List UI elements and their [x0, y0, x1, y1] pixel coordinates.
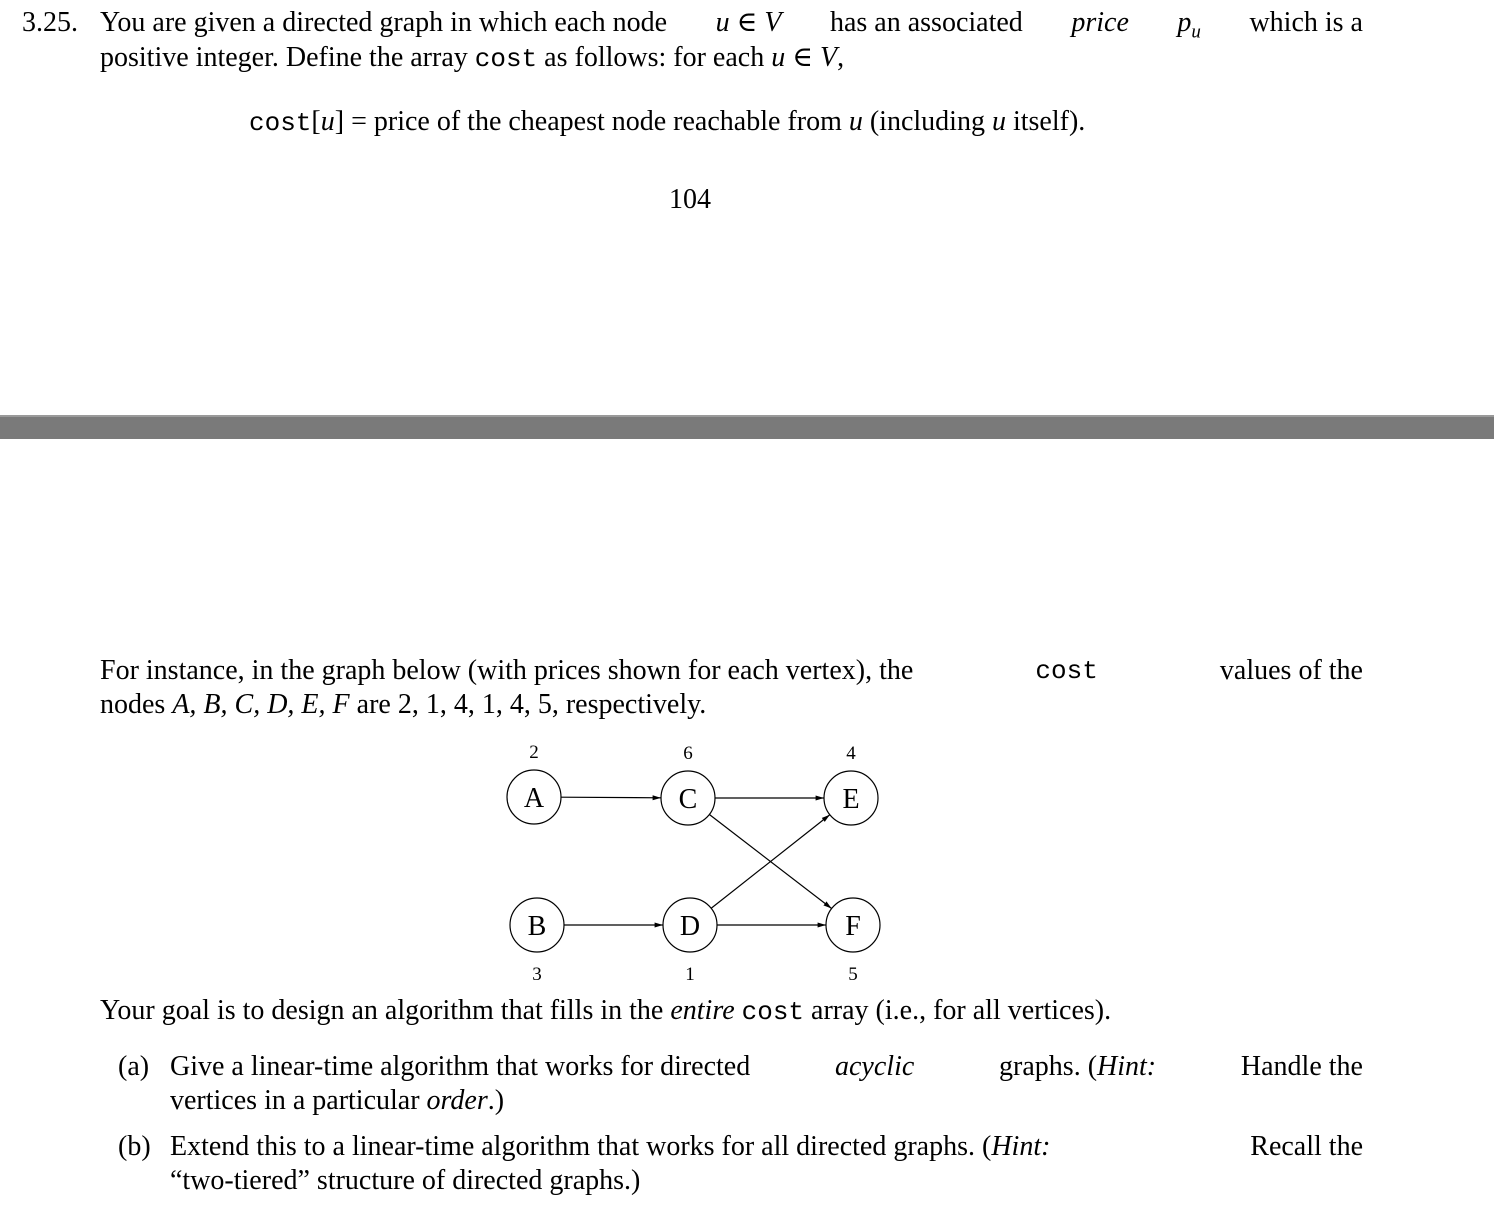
intro-text-2a: positive integer. Define the array [100, 42, 468, 73]
problem-intro-line-2 [100, 41, 844, 76]
edge-D-E [711, 815, 830, 909]
intro-math-p-u: $p_u$ [1177, 7, 1201, 43]
intro-math-u: u [771, 42, 786, 73]
problem-number: 3.25. [22, 7, 78, 38]
page-separator [0, 415, 1494, 439]
example-graph [480, 730, 920, 990]
intro-price-word: price [1071, 7, 1129, 38]
def-cost-code: cost [249, 108, 312, 138]
part-b-line-1: Extend this to a linear-time algorithm that works for all directed graphs. (Hint: Recall the [170, 1131, 1363, 1162]
goal-cost-code: cost [741, 997, 805, 1027]
example-node-list: A, B, C, D, E, F [172, 689, 350, 720]
def-text-b: (including [869, 106, 985, 137]
node-label-A: A [523, 783, 545, 814]
part-a-acyclic: acyclic [835, 1051, 915, 1082]
example-line-2: nodes A, B, C, D, E, F are 2, 1, 4, 1, 4, 5, respectively. [100, 689, 707, 720]
intro-cost-code: cost [474, 44, 538, 74]
node-price-E: 4 [846, 743, 856, 764]
part-a-label: (a) [118, 1051, 150, 1082]
goal-entire: entire [670, 995, 735, 1026]
example-cost-code: cost [1035, 656, 1098, 686]
page-number: 104 [669, 184, 711, 215]
intro-comma: , [837, 42, 845, 73]
intro-math-V: V [819, 42, 838, 73]
example-cost-values: 2, 1, 4, 1, 4, 5, [397, 689, 559, 720]
example-text-1a: For instance, in the graph below (with prices shown for each vertex), the [100, 655, 914, 686]
graph-nodes [507, 742, 880, 985]
part-a-hint: Hint: [1097, 1051, 1157, 1082]
node-price-B: 3 [532, 964, 542, 985]
part-a-order: order [426, 1085, 488, 1116]
example-text-1b: values of the [1219, 655, 1363, 686]
cost-definition: cost[u] = price of the cheapest node reachable from u (including u itself). [249, 106, 1086, 138]
part-b-line-2: “two-tiered” structure of directed graphs.) [170, 1165, 641, 1196]
node-price-F: 5 [848, 964, 858, 985]
intro-text-1a: You are given a directed graph in which each node [100, 7, 668, 38]
example-line-1 [100, 654, 1363, 688]
edge-A-C [561, 797, 661, 798]
intro-text-1b: has an associated [829, 7, 1023, 38]
def-text-a: price of the cheapest node reachable from [373, 106, 842, 137]
def-text-c: itself). [1012, 106, 1086, 137]
node-price-D: 1 [685, 964, 695, 985]
part-b-hint: Hint: [991, 1131, 1051, 1162]
intro-math-u-in-v: u ∈ V [715, 7, 782, 38]
intro-text-2b: as follows: for each [544, 42, 765, 73]
node-price-C: 6 [683, 743, 693, 764]
intro-math-in: ∈ [792, 42, 813, 73]
node-label-D: D [679, 911, 701, 942]
node-label-B: B [527, 911, 547, 942]
node-price-A: 2 [529, 742, 539, 763]
part-a-line-1: Give a linear-time algorithm that works for directed acyclic graphs. (Hint: Handle the [170, 1051, 1363, 1082]
part-a-line-2: vertices in a particular order.) [170, 1085, 505, 1116]
goal-line: Your goal is to design an algorithm that fills in the entire cost array (i.e., for all vertices). [100, 995, 1112, 1027]
def-equals: = [351, 106, 367, 137]
part-b-label: (b) [118, 1131, 151, 1162]
node-label-E: E [842, 784, 860, 815]
intro-text-1c: which is a [1249, 7, 1363, 38]
node-label-F: F [845, 911, 861, 942]
node-label-C: C [678, 784, 698, 815]
